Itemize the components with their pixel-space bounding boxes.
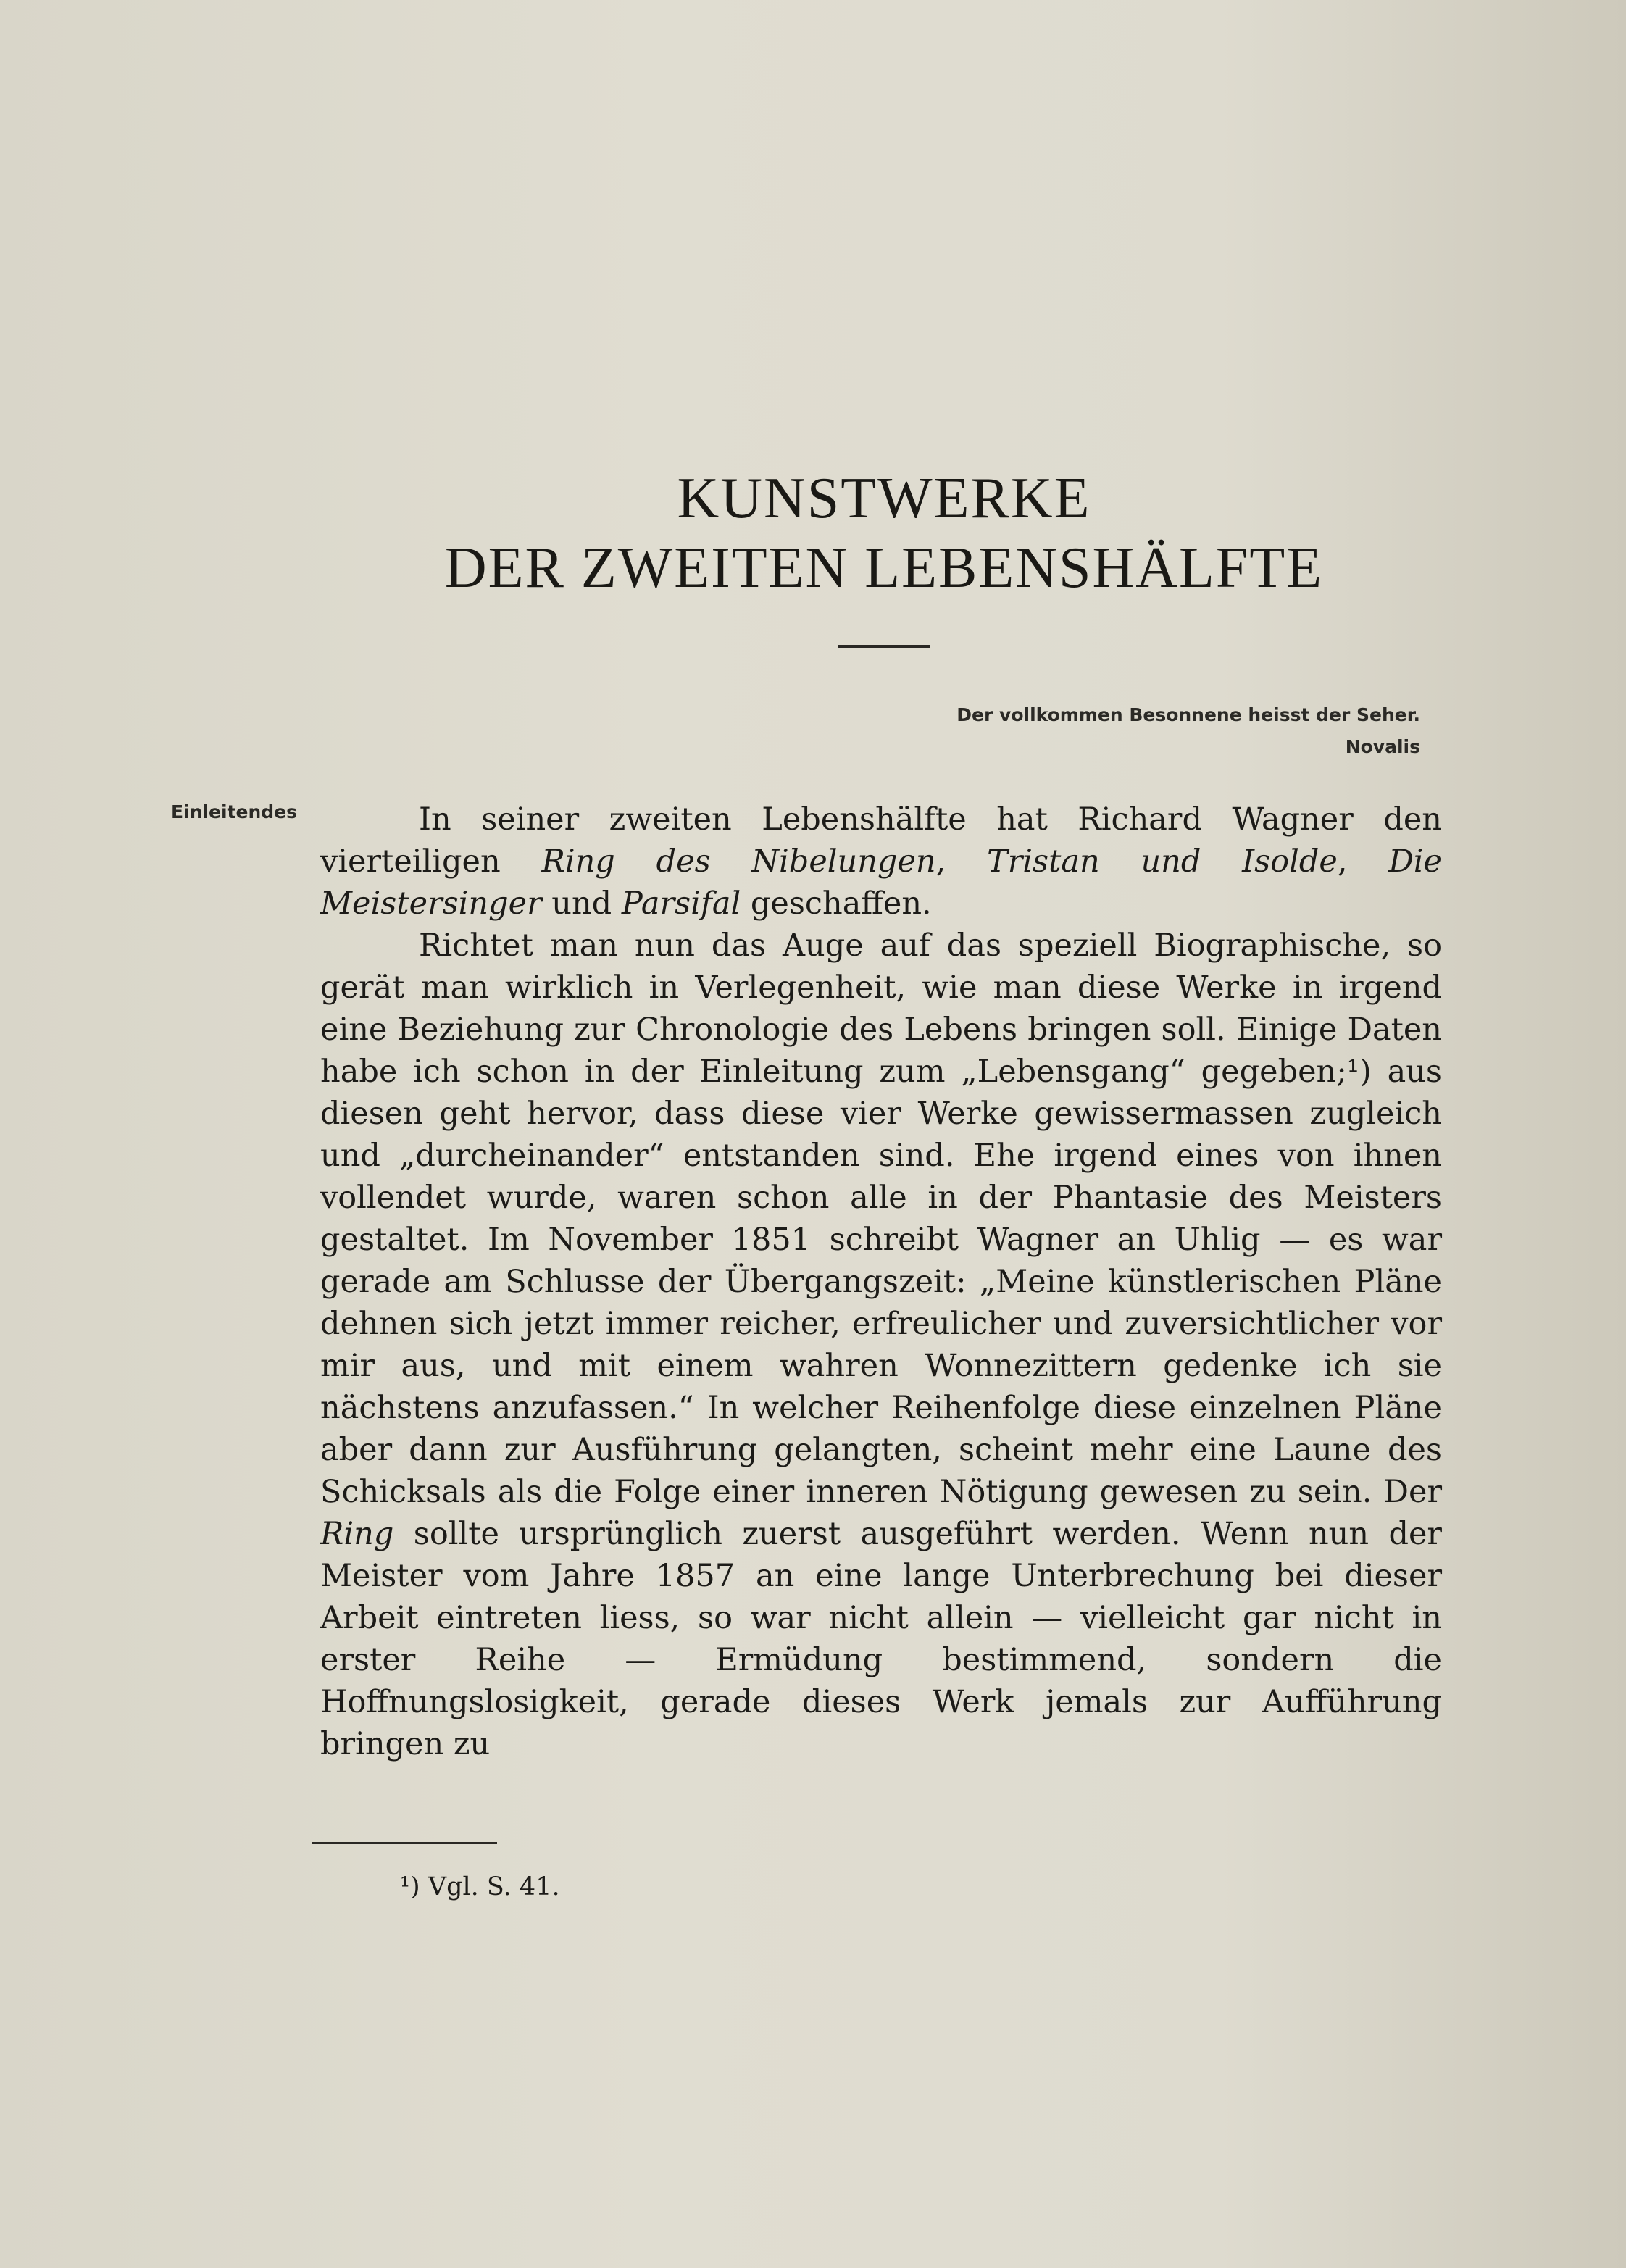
text-run: und: [541, 885, 622, 922]
work-title: Die Meistersinger: [320, 843, 1442, 922]
chapter-title: [304, 464, 1464, 603]
work-title: Ring des Nibelungen: [541, 843, 936, 880]
paragraph-2: [320, 925, 1442, 1765]
body-text: [320, 799, 1442, 1765]
margin-note: Einleitendes: [171, 801, 297, 822]
epigraph: [833, 699, 1420, 763]
footnote: ¹) Vgl. S. 41.: [400, 1872, 560, 1901]
chapter-title-line-1: KUNSTWERKE: [677, 467, 1091, 530]
text-run: geschaffen.: [741, 885, 932, 922]
epigraph-quote: Der vollkommen Besonnene heisst der Seher.: [956, 704, 1420, 725]
chapter-title-line-2: DER ZWEITEN LEBENSHÄLFTE: [444, 536, 1324, 600]
text-run: sollte ursprünglich zuerst ausgeführt werden. Wenn nun der Meister vom Jahre 1857 an eine lange Unterbrechung bei dieser Arbeit eintreten liess, so war nicht allein — vielleicht gar nicht in erster Reihe — Ermüdung bestimmend, sondern die Hoffnungslosigkeit, gerade dieses Werk jemals zur Aufführung bringen zu: [320, 1516, 1442, 1762]
work-title: Tristan und Isolde: [987, 843, 1338, 880]
paragraph-1: [320, 799, 1442, 925]
footnote-divider: [312, 1842, 497, 1844]
text-run: ,: [1337, 843, 1389, 880]
work-title: Ring: [320, 1516, 394, 1552]
text-run: Richtet man nun das Auge auf das speziell Biographische, so gerät man wirklich in Verlegenheit, wie man diese Werke in irgend eine Beziehung zur Chronologie des Lebens bringen soll. Einige Daten habe ich schon in der Einleitung zum „Lebensgang“ gegeben;¹) aus diesen geht hervor, dass diese vier Werke gewissermassen zugleich und „durcheinander“ entstanden sind. Ehe irgend eines von ihnen vollendet wurde, waren schon alle in der Phantasie des Meisters gestaltet. Im November 1851 schreibt Wagner an Uhlig — es war gerade am Schlusse der Übergangszeit: „Meine künstlerischen Pläne dehnen sich jetzt immer reicher, erfreulicher und zuversichtlicher vor mir aus, und mit einem wahren Wonnezittern gedenke ich sie nächstens anzufassen.“ In welcher Reihenfolge diese einzelnen Pläne aber dann zur Ausführung gelangten, scheint mehr eine Laune des Schicksals als die Folge einer inneren Nötigung gewesen zu sein. Der: [320, 927, 1442, 1510]
work-title: Parsifal: [621, 885, 741, 922]
title-divider: [838, 645, 930, 648]
text-run: ,: [935, 843, 988, 880]
text-run: In seiner zweiten Lebenshälfte hat Richard Wagner den vierteiligen: [320, 801, 1442, 880]
epigraph-author: Novalis: [1345, 736, 1420, 757]
